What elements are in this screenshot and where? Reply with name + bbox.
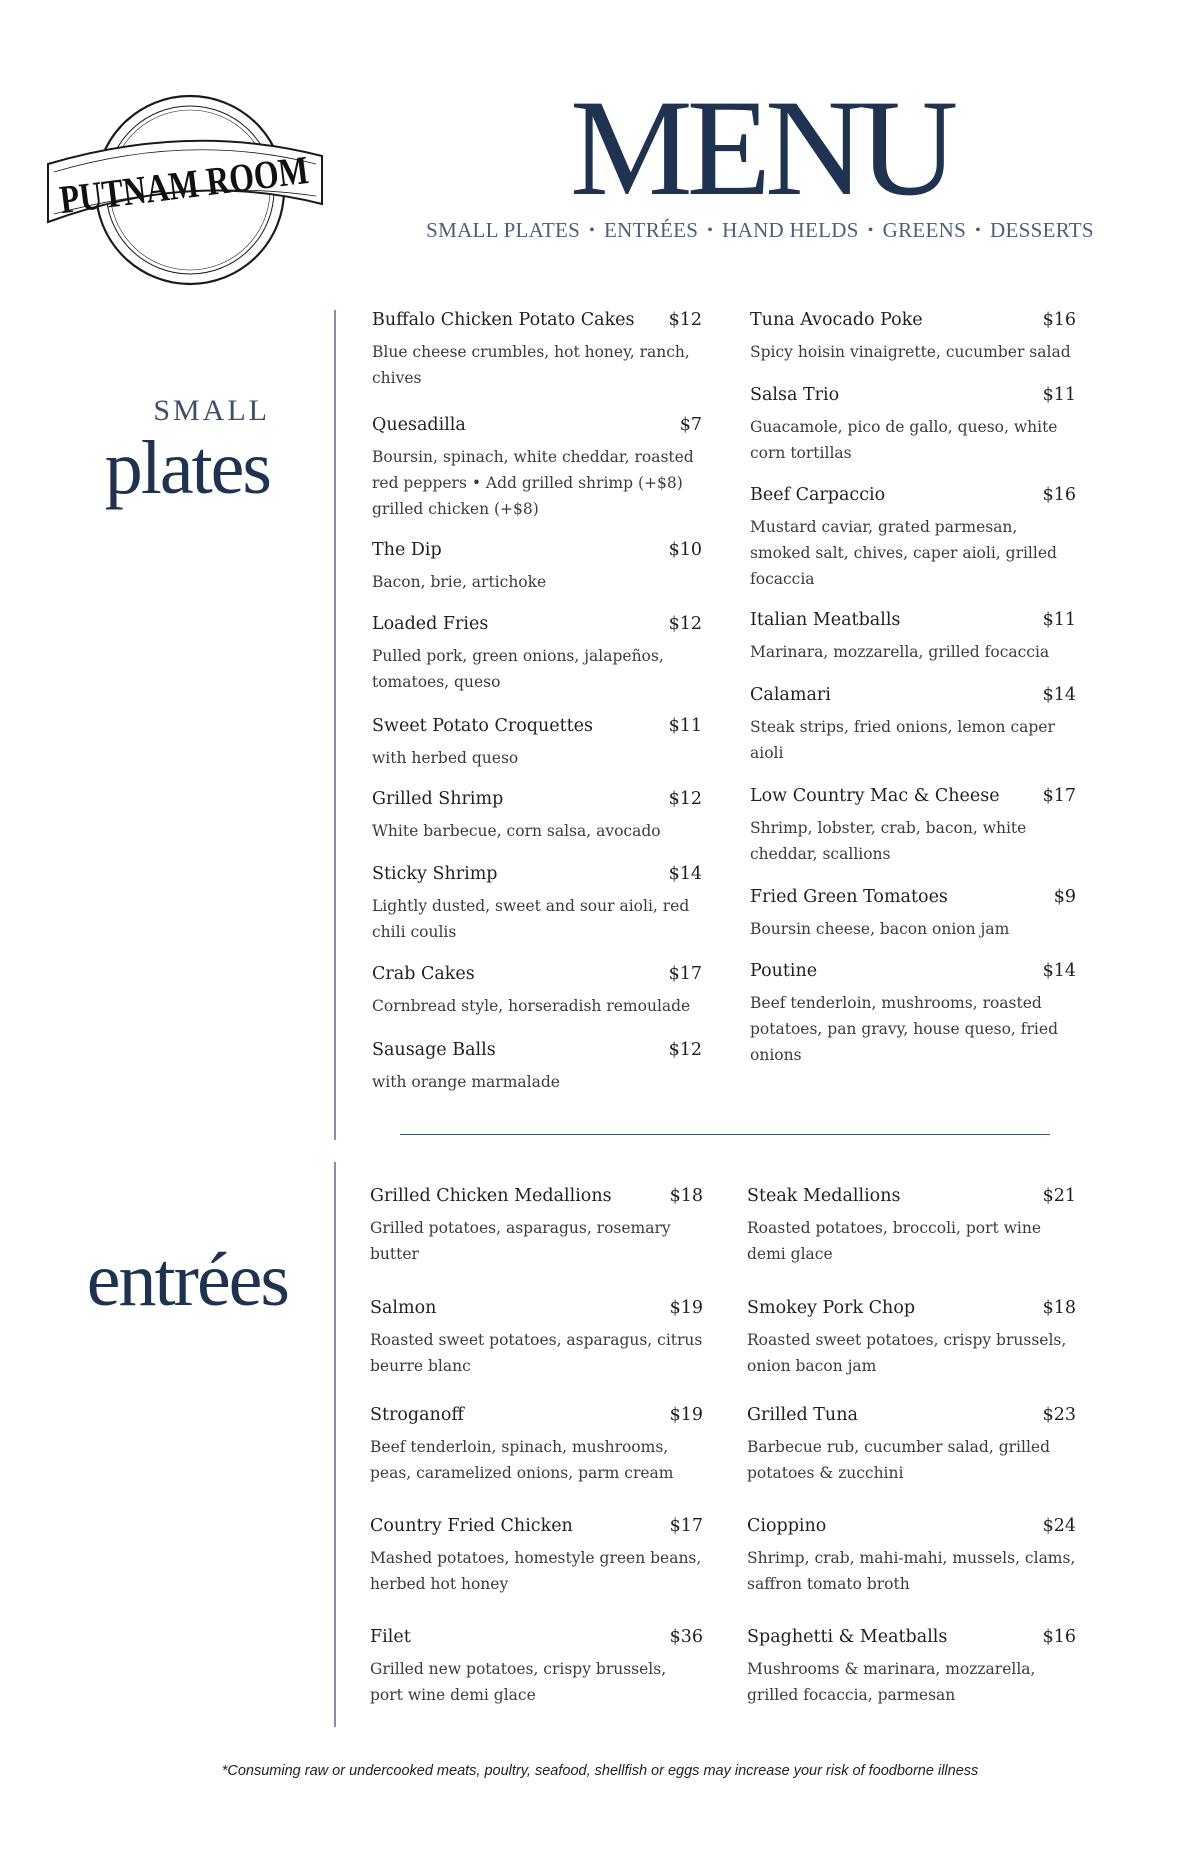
menu-item [747,1405,1076,1486]
menu-title: MENU [570,71,953,224]
item-description: Bacon, brie, artichoke [372,573,547,591]
item-name: Grilled Shrimp [372,789,504,809]
item-name: Calamari [750,685,831,705]
putnam-room-logo [40,92,375,292]
item-description: Roasted potatoes, broccoli, port wine demi glace [747,1219,1042,1263]
item-name: Cioppino [747,1516,827,1536]
menu-item [747,1516,1076,1597]
menu-item [372,716,702,771]
item-price: $18 [1042,1298,1076,1318]
item-description: Grilled new potatoes, crispy brussels, port wine demi glace [370,1660,667,1704]
nav-separator: • [589,222,595,239]
item-description: Roasted sweet potatoes, crispy brussels, onion bacon jam [747,1331,1067,1375]
item-price: $14 [1042,685,1076,705]
item-price: $12 [668,1040,702,1060]
menu-item [372,415,702,522]
item-description: Spicy hoisin vinaigrette, cucumber salad [750,343,1071,361]
item-description: Roasted sweet potatoes, asparagus, citrus beurre blanc [370,1331,703,1375]
item-description: White barbecue, corn salsa, avocado [372,822,661,840]
item-description: Lightly dusted, sweet and sour aioli, red chili coulis [372,897,690,941]
item-price: $19 [669,1405,703,1425]
nav-separator: • [707,222,714,239]
item-price: $21 [1042,1186,1076,1206]
menu-item [747,1186,1076,1267]
nav-entrees: ENTRÉES [603,218,699,242]
item-name: Salsa Trio [750,385,840,405]
item-description: Guacamole, pico de gallo, queso, white corn tortillas [750,418,1058,462]
menu-item [372,310,702,391]
item-name: Salmon [370,1298,437,1318]
item-name: The Dip [372,540,442,560]
item-price: $17 [669,1516,703,1536]
menu-item [750,786,1076,867]
item-name: Buffalo Chicken Potato Cakes [372,310,635,330]
item-price: $23 [1042,1405,1076,1425]
item-description: with orange marmalade [372,1073,560,1091]
item-description: Beef tenderloin, mushrooms, roasted potatoes, pan gravy, house queso, fried onions [750,994,1058,1064]
item-price: $7 [679,415,702,435]
item-price: $19 [669,1298,703,1318]
nav-separator: • [867,222,874,239]
item-description: Boursin cheese, bacon onion jam [750,920,1010,938]
menu-item [372,1040,702,1095]
item-name: Stroganoff [370,1405,464,1425]
item-name: Sweet Potato Croquettes [372,716,593,736]
item-description: Steak strips, fried onions, lemon caper aioli [750,718,1055,762]
item-description: Barbecue rub, cucumber salad, grilled potatoes & zucchini [747,1438,1050,1482]
item-price: $10 [668,540,702,560]
menu-item [370,1627,703,1708]
item-price: $16 [1042,310,1076,330]
section-divider-line [400,1134,1050,1135]
item-name: Steak Medallions [747,1186,901,1206]
item-name: Tuna Avocado Poke [750,310,923,330]
item-name: Beef Carpaccio [750,485,886,505]
menu-item [750,685,1076,766]
item-description: Pulled pork, green onions, jalapeños, tomatoes, queso [372,647,664,691]
menu-item [750,961,1076,1068]
item-price: $11 [1042,385,1076,405]
item-name: Loaded Fries [372,614,489,634]
item-description: Cornbread style, horseradish remoulade [372,997,691,1015]
item-price: $12 [668,614,702,634]
item-price: $36 [669,1627,703,1647]
item-description: Mushrooms & marinara, mozzarella, grilled focaccia, parmesan [747,1660,1036,1704]
item-name: Poutine [750,961,818,981]
menu-item [747,1298,1076,1379]
menu-item [370,1298,703,1379]
item-name: Crab Cakes [372,964,475,984]
nav-separator: • [975,222,982,239]
small-plates-heading-small: SMALL [153,394,270,427]
item-name: Low Country Mac & Cheese [750,786,1000,806]
item-price: $14 [1042,961,1076,981]
menu-item [750,485,1076,592]
menu-item [747,1627,1076,1708]
nav-greens: GREENS [882,218,967,242]
item-description: Blue cheese crumbles, hot honey, ranch, chives [372,343,690,387]
item-description: Shrimp, lobster, crab, bacon, white cheddar, scallions [750,819,1027,863]
item-description: Boursin, spinach, white cheddar, roasted red peppers • Add grilled shrimp (+$8) grilled chicken (+$8) [372,448,694,518]
item-name: Spaghetti & Meatballs [747,1627,948,1647]
small-plates-heading-large: plates [104,426,270,510]
item-description: Mashed potatoes, homestyle green beans, herbed hot honey [370,1549,702,1593]
item-price: $12 [668,310,702,330]
menu-item [750,887,1076,942]
logo-text: PUTNAM ROOM [57,139,375,223]
menu-item [370,1186,703,1267]
item-name: Quesadilla [372,415,466,435]
item-price: $24 [1042,1516,1076,1536]
menu-item [372,540,702,595]
entrees-divider-line [334,1162,336,1727]
item-name: Filet [370,1627,411,1647]
item-price: $17 [1042,786,1076,806]
item-description: Grilled potatoes, asparagus, rosemary butter [370,1219,671,1263]
nav-desserts: DESSERTS [990,218,1094,242]
menu-item [370,1516,703,1597]
menu-item [372,614,702,695]
item-description: Beef tenderloin, spinach, mushrooms, peas, caramelized onions, parm cream [370,1438,674,1482]
item-price: $12 [668,789,702,809]
item-name: Sticky Shrimp [372,864,498,884]
item-price: $11 [668,716,702,736]
item-name: Italian Meatballs [750,610,901,630]
menu-item [370,1405,703,1486]
entrees-heading: entrées [86,1238,288,1322]
item-description: Mustard caviar, grated parmesan, smoked salt, chives, caper aioli, grilled focaccia [750,518,1057,588]
item-description: Marinara, mozzarella, grilled focaccia [750,643,1050,661]
item-price: $16 [1042,485,1076,505]
item-name: Grilled Chicken Medallions [370,1186,612,1206]
item-price: $11 [1042,610,1076,630]
menu-item [750,310,1076,365]
item-name: Country Fried Chicken [370,1516,573,1536]
nav-hand-helds: HAND HELDS [722,218,859,242]
menu-item [750,610,1076,665]
food-safety-disclaimer: *Consuming raw or undercooked meats, poultry, seafood, shellfish or eggs may increase your risk of foodborne illness [221,1763,979,1779]
menu-item [372,964,702,1019]
item-description: Shrimp, crab, mahi-mahi, mussels, clams, saffron tomato broth [747,1549,1076,1593]
item-price: $17 [668,964,702,984]
menu-item [372,864,702,945]
small-plates-divider-line [334,310,336,1140]
item-name: Grilled Tuna [747,1405,858,1425]
menu-item [750,385,1076,466]
item-price: $18 [669,1186,703,1206]
item-description: with herbed queso [372,749,519,767]
menu-sections-nav [380,218,1140,243]
item-name: Smokey Pork Chop [747,1298,916,1318]
nav-small-plates: SMALL PLATES [426,218,581,242]
menu-item [372,789,702,844]
item-price: $9 [1053,887,1076,907]
item-price: $14 [668,864,702,884]
item-name: Sausage Balls [372,1040,496,1060]
item-name: Fried Green Tomatoes [750,887,948,907]
item-price: $16 [1042,1627,1076,1647]
